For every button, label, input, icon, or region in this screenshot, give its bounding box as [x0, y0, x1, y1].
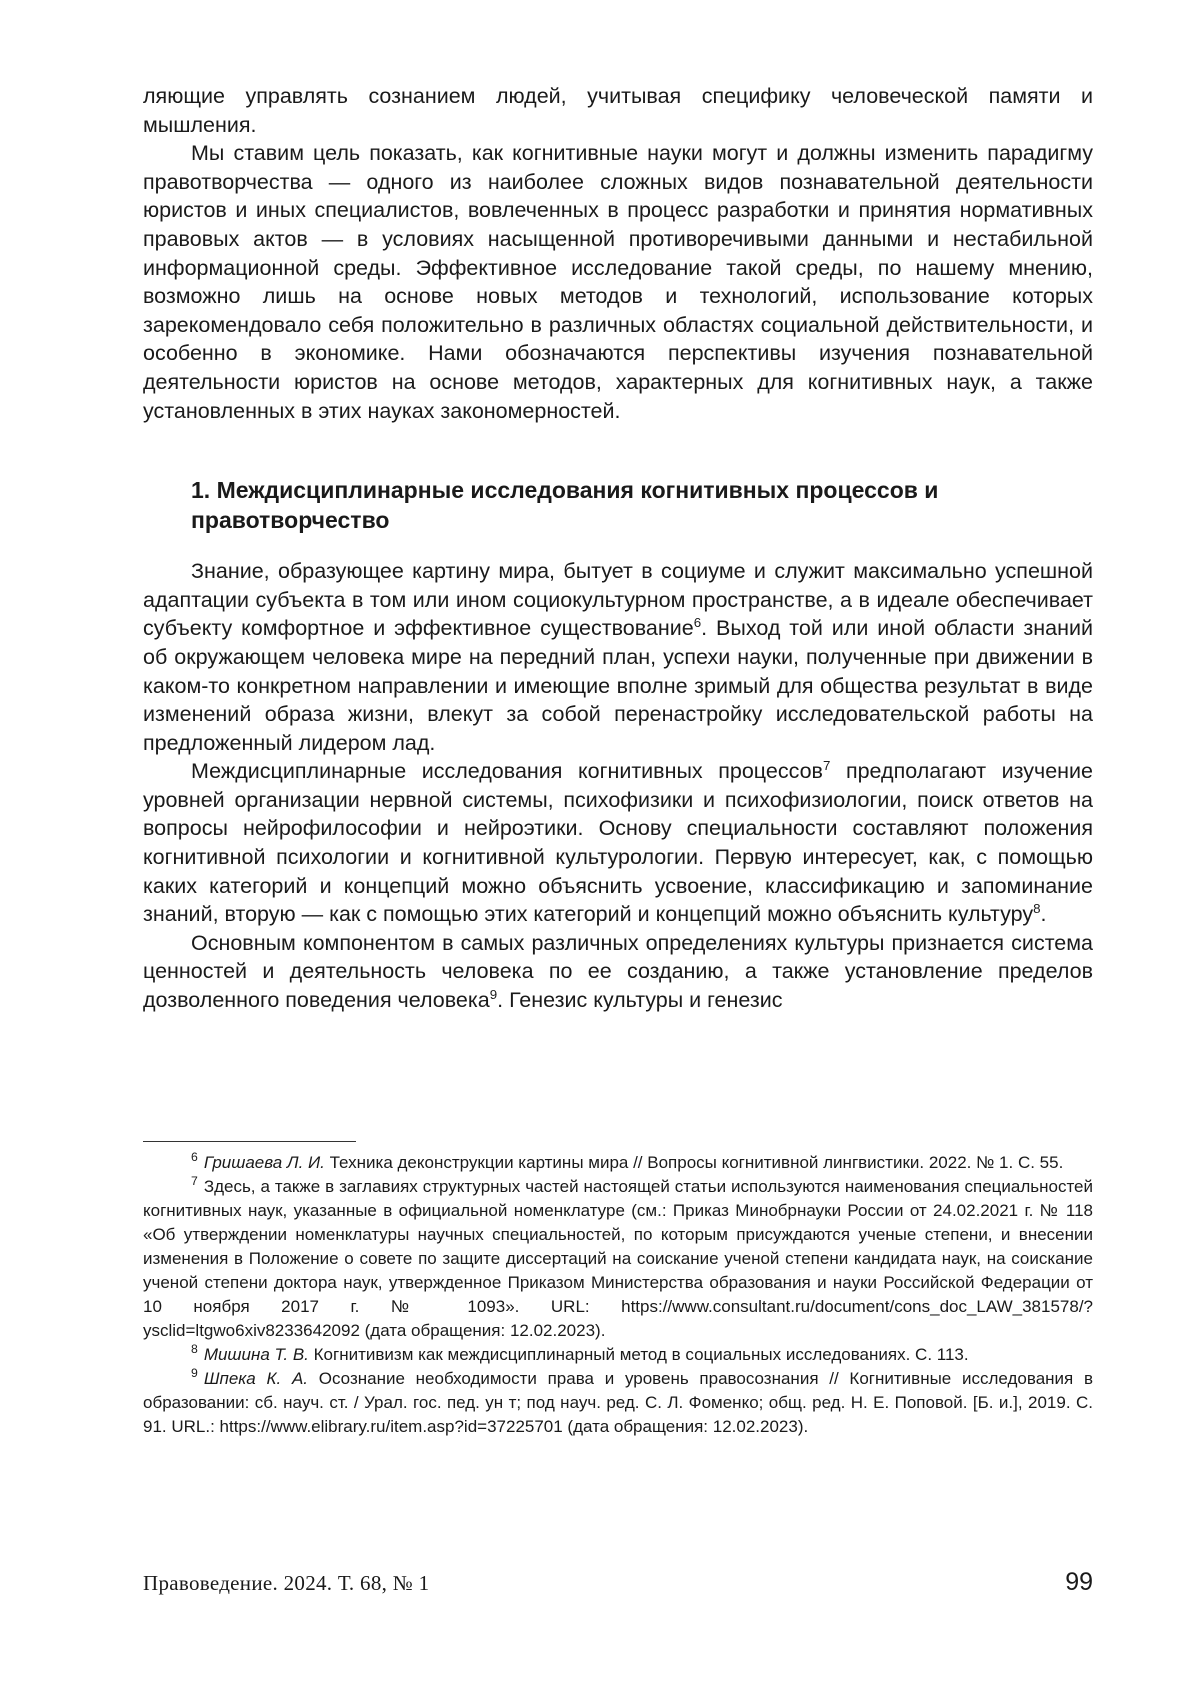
footnote-number: 7 [191, 1174, 198, 1189]
footnote-author: Шпека К. А. [203, 1369, 309, 1388]
footnote-text: Техника деконструкции картины мира // Вопросы когнитивной лингвистики. 2022. № 1. С. 55. [324, 1153, 1064, 1172]
footnotes [143, 1151, 1093, 1439]
page-number: 99 [1065, 1568, 1093, 1596]
paragraph-3 [143, 557, 1093, 757]
footnote-ref-6[interactable]: 6 [693, 615, 702, 631]
section-body [143, 557, 1093, 1015]
footnote-ref-8[interactable]: 8 [1033, 901, 1041, 917]
footnote-ref-7[interactable]: 7 [822, 758, 831, 774]
footnote-author: Гришаева Л. И. [203, 1153, 325, 1172]
footnote-author: Мишина Т. В. [203, 1345, 309, 1364]
footnote-9 [143, 1367, 1093, 1439]
footnote-separator [143, 1141, 356, 1142]
footnote-number: 8 [191, 1342, 198, 1357]
paragraph-1: ляющие управлять сознанием людей, учитывая специфику человеческой памяти и мышления. [143, 84, 1093, 137]
paragraph-3-text: Знание, образующее картину мира, бытует в социуме и служит максимально успешной адаптации субъекта в том или ином социокультурном пространстве, а в идеале обеспечивает субъекту комфортное и эффективное существование [143, 559, 1093, 641]
footnote-text: Когнитивизм как междисциплинарный метод в социальных исследованиях. С. 113. [308, 1345, 969, 1364]
paragraph-5-text-b: . Генезис культуры и генезис [497, 988, 783, 1013]
footnote-text: Осознание необходимости права и уровень правосознания // Когнитивные исследования в образовании: сб. науч. ст. / Урал. гос. пед. ун т; под науч. ред. С. Л. Фоменко; общ. ред. Н. Е. Поповой. [Б. и.], 2019. С. 91. URL.: https://www.elibrary.ru/item.asp?id=37225701 (дата обращения: 12.02.2023). [143, 1369, 1093, 1436]
paragraph-5 [143, 929, 1093, 1015]
page-body [143, 82, 1093, 1015]
paragraph-5-text-a: Основным компонентом в самых различных определениях культуры признается система ценностей и деятельность человека по ее созданию, а также установление пределов дозволенного поведения человека [143, 930, 1093, 1013]
footnote-6 [143, 1151, 1093, 1175]
paragraph-2: Мы ставим цель показать, как когнитивные науки могут и должны изменить парадигму правотворчества — одного из наиболее сложных видов познавательной деятельности юристов и иных специалистов, вовлеченных в процесс разработки и принятия нормативных правовых актов — в условиях насыщенной противоречивыми данными и нестабильной информационной среды. Эффективное исследование такой среды, по нашему мнению, возможно лишь на основе новых методов и технологий, использование которых зарекомендовало себя положительно в различных областях социальной действительности, и особенно в экономике. Нами обозначаются перспективы изучения познавательной деятельности юристов на основе методов, характерных для когнитивных наук, а также установленных в этих науках закономерностей. [143, 141, 1093, 423]
paragraph-4-text-a: Междисциплинарные исследования когнитивных процессов [191, 759, 823, 784]
paragraph-4-text-c: . [1040, 902, 1047, 927]
paragraph-4-text-b: предполагают изучение уровней организации нервной системы, психофизики и психофизиологии, поиск ответов на вопросы нейрофилософии и нейроэтики. Основу специальности составляют положения когнитивной психологии и когнитивной культурологии. Первую интересует, как, с помощью каких категорий и концепций можно объяснить усвоение, классификацию и запоминание знаний, вторую — как с помощью этих категорий и концепций можно объяснить культуру [143, 759, 1093, 927]
footnote-text: Здесь, а также в заглавиях структурных частей настоящей статьи используются наименования специальностей когнитивных наук, указанные в официальной номенклатуре (см.: Приказ Минобрнауки России от 24.02.2021 г. № 118 «Об утверждении номенклатуры научных специальностей, по которым присуждаются ученые степени, и внесении изменения в Положение о совете по защите диссертаций на соискание ученой степени кандидата наук, на соискание ученой степени доктора наук, утвержденное Приказом Министерства образования и науки Российской Федерации от 10 ноября 2017 г. № 1093». URL: https://www.consultant.ru/document/cons_doc_LAW_381578/?ysclid=ltgwo6xiv8233642092 (дата обращения: 12.02.2023). [143, 1177, 1093, 1340]
footnote-7 [143, 1175, 1093, 1343]
journal-citation: Правоведение. 2024. Т. 68, № 1 [143, 1571, 430, 1595]
paragraph-4 [143, 757, 1093, 929]
footnote-number: 9 [191, 1366, 198, 1381]
section-heading: 1. Междисциплинарные исследования когнитивных процессов и правотворчество [191, 477, 939, 534]
footnote-ref-9[interactable]: 9 [489, 986, 498, 1002]
footnote-8 [143, 1343, 1093, 1367]
footnote-number: 6 [191, 1150, 198, 1165]
paragraph-3-continuation: . Выход той или иной области знаний об окружающем человека мире на передний план, успехи науки, полученные при движении в каком-то конкретном направлении и имеющие вполне зримый для общества результат в виде изменений образа жизни, влекут за собой перенастройку исследовательской работы на предложенный лидером лад. [143, 616, 1093, 755]
